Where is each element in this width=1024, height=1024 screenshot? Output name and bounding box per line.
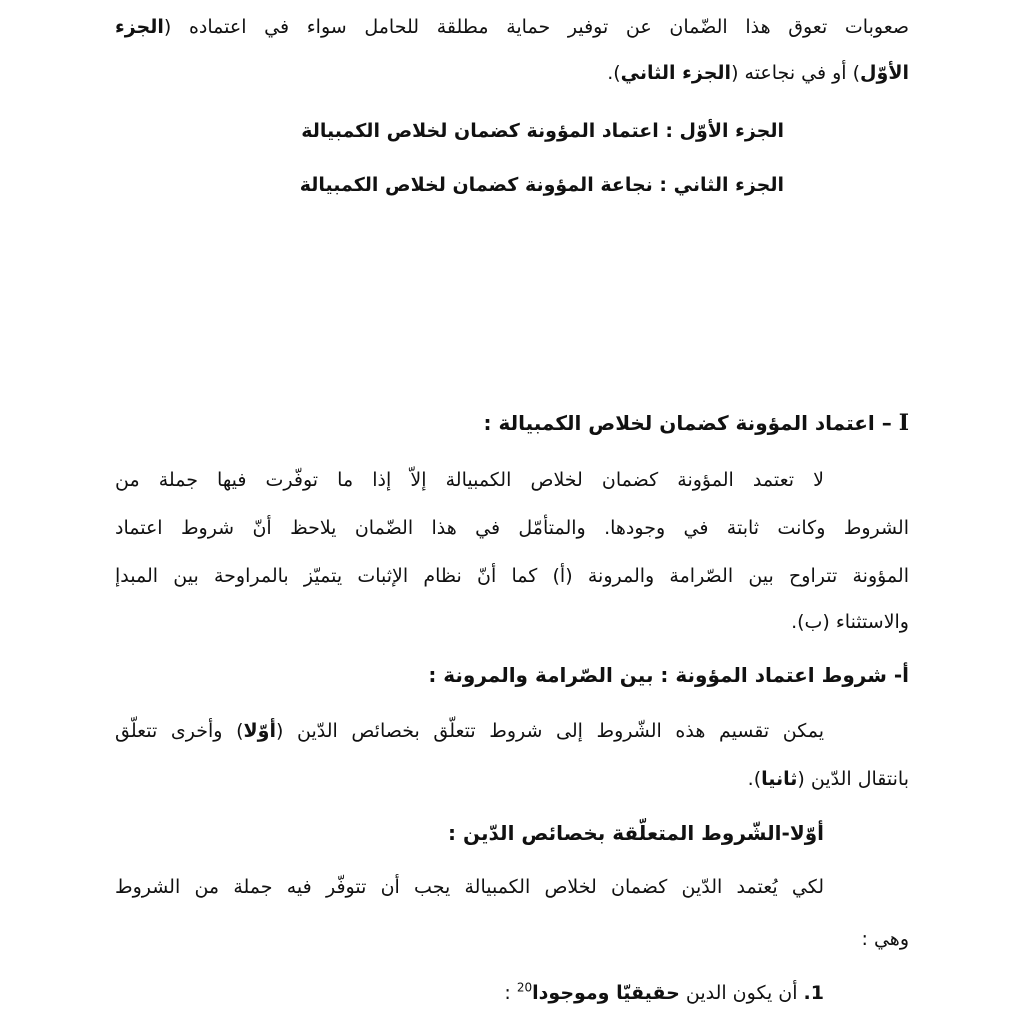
bold-term: ثانيا <box>761 768 798 790</box>
intro-text: ). <box>607 62 621 84</box>
subsection-a-title: أ- شروط اعتماد المؤونة : بين الصّرامة والمرونة : <box>428 663 909 687</box>
bold-term: الجزء <box>115 16 164 38</box>
section-heading <box>483 410 909 436</box>
intro-text: ) أو في نجاعته ( <box>731 62 861 84</box>
subsection-a-line-1 <box>115 718 824 744</box>
intro-line-1 <box>115 14 909 40</box>
first-conditions-title: أوّلا-الشّروط المتعلّقة بخصائص الدّين : <box>448 821 824 845</box>
footnote-marker: 20 <box>516 980 533 995</box>
list-text: أن يكون الدين <box>679 982 804 1004</box>
section-numeral: I <box>898 410 909 436</box>
bold-term: حقيقيّا وموجودا <box>532 982 680 1004</box>
first-paragraph-line-1: لكي يُعتمد الدّين كضمان لخلاص الكمبيالة يجب أن تتوفّر فيه جملة من الشروط <box>115 876 824 898</box>
intro-text: صعوبات تعوق هذا الضّمان عن توفير حماية مطلقة للحامل سواء في اعتماده ( <box>163 16 909 38</box>
paragraph-1-line-4: والاستثناء (ب). <box>791 611 909 633</box>
list-text: : <box>504 982 517 1004</box>
paragraph-1-line-3: المؤونة تتراوح بين الصّرامة والمرونة (أ) كما أنّ نظام الإثبات يتميّز بالمراوحة بين المبدإ <box>115 565 909 587</box>
bold-term: أوّلا <box>243 720 276 742</box>
outline-part-2: الجزء الثاني : نجاعة المؤونة كضمان لخلاص الكمبيالة <box>299 174 784 196</box>
paragraph-text: ). <box>747 768 762 790</box>
outline-part-1: الجزء الأوّل : اعتماد المؤونة كضمان لخلاص الكمبيالة <box>301 120 784 142</box>
list-number: 1. <box>803 982 824 1004</box>
section-title: – اعتماد المؤونة كضمان لخلاص الكمبيالة : <box>483 411 899 435</box>
list-item-1 <box>504 980 824 1006</box>
paragraph-text: يمكن تقسيم هذه الشّروط إلى شروط تتعلّق بخصائص الدّين ( <box>275 720 824 742</box>
first-paragraph-line-2: وهي : <box>861 928 909 950</box>
paragraph-1-line-2: الشروط وكانت ثابتة في وجودها. والمتأمّل في هذا الضّمان يلاحظ أنّ شروط اعتماد <box>115 517 909 539</box>
subsection-a-line-2 <box>748 766 909 792</box>
bold-term: الأوّل <box>860 62 909 84</box>
paragraph-text: ) وأخرى تتعلّق <box>115 720 244 742</box>
paragraph-text: بانتقال الدّين ( <box>797 768 909 790</box>
paragraph-1-line-1: لا تعتمد المؤونة كضمان لخلاص الكمبيالة إلاّ إذا ما توفّرت فيها جملة من <box>115 469 824 491</box>
bold-term: الجزء الثاني <box>620 62 732 84</box>
intro-line-2 <box>607 60 909 86</box>
